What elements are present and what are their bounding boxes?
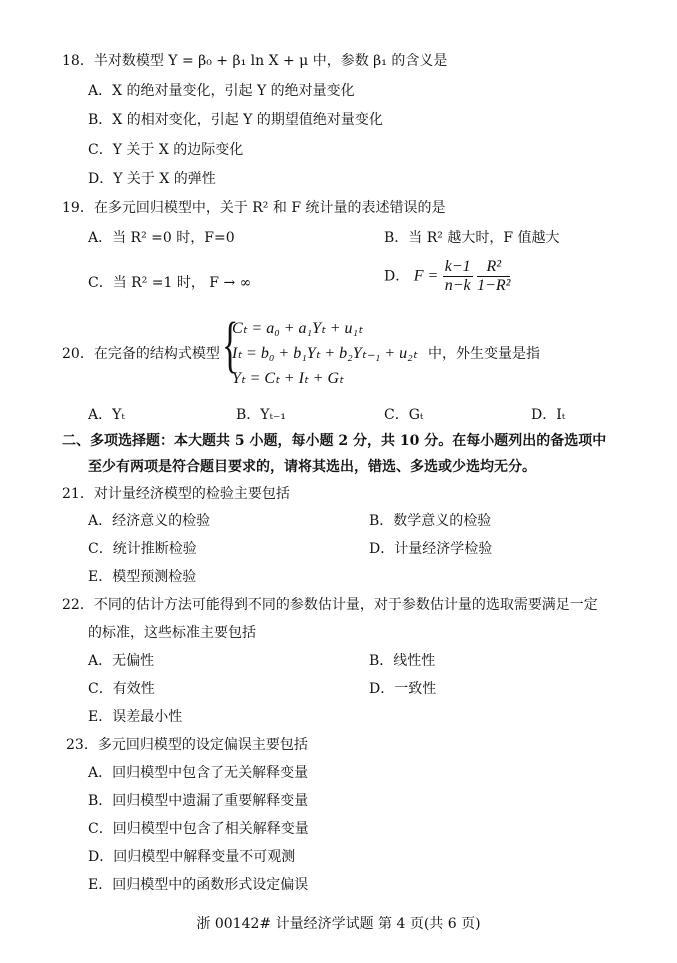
q20-equation-3: Yₜ = Cₜ + Iₜ + Gₜ — [232, 370, 344, 387]
page-footer: 浙 00142# 计量经济学试题 第 4 页(共 6 页) — [196, 916, 481, 932]
q19-fraction-2-numerator: R² — [477, 258, 510, 277]
section-2-heading-line-2: 至少有两项是符合题目要求的，请将其选出，错选、多选或少选均无分。 — [88, 459, 536, 475]
section-2-heading-line-1: 二、多项选择题：本大题共 5 小题，每小题 2 分，共 10 分。在每小题列出的备选项中 — [62, 433, 607, 449]
q19-fraction-2 — [477, 258, 510, 295]
q19-option-a: A．当 R² =0 时，F=0 — [88, 230, 235, 246]
q18-option-a: A．X 的绝对量变化，引起 Y 的绝对量变化 — [88, 83, 355, 99]
q20-stem: 20．在完备的结构式模型 — [62, 346, 220, 362]
q20-equation-2: Iₜ = b₀ + b₁Yₜ + b₂Yₜ₋₁ + u₂ₜ — [232, 345, 418, 362]
q22-stem-line-1: 22．不同的估计方法可能得到不同的参数估计量，对于参数估计量的选取需要满足一定 — [62, 597, 598, 613]
q19-stem: 19．在多元回归模型中，关于 R² 和 F 统计量的表述错误的是 — [62, 200, 446, 216]
q18-option-b: B．X 的相对变化，引起 Y 的期望值绝对量变化 — [88, 112, 383, 128]
q19-fraction-1 — [443, 258, 473, 295]
q20-option-b: B．Yₜ₋₁ — [236, 407, 286, 423]
q21-option-b: B．数学意义的检验 — [369, 513, 492, 529]
q19-fraction-1-numerator: k−1 — [444, 258, 471, 275]
q22-option-a: A．无偏性 — [88, 653, 155, 669]
q22-stem-line-2: 的标准，这些标准主要包括 — [88, 625, 256, 641]
equation-system-brace: { — [222, 311, 239, 379]
q23-option-d: D．回归模型中解释变量不可观测 — [88, 849, 296, 865]
q18-option-c: C．Y 关于 X 的边际变化 — [88, 142, 244, 158]
q21-option-d: D．计量经济学检验 — [369, 541, 493, 557]
q19-option-d-label: D． — [384, 268, 410, 285]
q21-option-c: C．统计推断检验 — [88, 541, 197, 557]
q23-option-b: B．回归模型中遗漏了重要解释变量 — [88, 793, 309, 809]
q18-option-d: D．Y 关于 X 的弹性 — [88, 171, 216, 187]
q20-option-d: D．Iₜ — [531, 407, 566, 423]
q22-option-e: E．误差最小性 — [88, 709, 183, 725]
q23-option-a: A．回归模型中包含了无关解释变量 — [88, 765, 309, 781]
q19-option-c: C．当 R² =1 时， F → ∞ — [88, 275, 252, 291]
q19-fraction-1-denominator: n−k — [444, 277, 471, 294]
q23-stem: 23．多元回归模型的设定偏误主要包括 — [66, 737, 308, 753]
q23-option-e: E．回归模型中的函数形式设定偏误 — [88, 877, 309, 893]
q22-option-c: C．有效性 — [88, 681, 155, 697]
q18-stem: 18．半对数模型 Y = β₀ + β₁ ln X + μ 中，参数 β₁ 的含义是 — [62, 53, 448, 69]
q19-fraction-2-denominator: 1−R² — [477, 277, 511, 294]
q20-stem-tail: 中，外生变量是指 — [428, 346, 540, 362]
q19-option-b: B．当 R² 越大时，F 值越大 — [384, 230, 560, 246]
q22-option-b: B．线性性 — [369, 653, 436, 669]
q19-option-d — [384, 258, 510, 304]
q21-option-e: E．模型预测检验 — [88, 569, 197, 585]
q20-equation-1: Cₜ = a₀ + a₁Yₜ + u₁ₜ — [232, 320, 363, 337]
q23-option-c: C．回归模型中包含了相关解释变量 — [88, 821, 309, 837]
q19-option-d-f: F = — [413, 267, 439, 285]
q22-option-d: D．一致性 — [369, 681, 437, 697]
q21-option-a: A．经济意义的检验 — [88, 513, 211, 529]
q21-stem: 21．对计量经济模型的检验主要包括 — [62, 486, 290, 502]
q20-option-a: A．Yₜ — [88, 407, 125, 423]
q20-option-c: C．Gₜ — [384, 407, 424, 423]
